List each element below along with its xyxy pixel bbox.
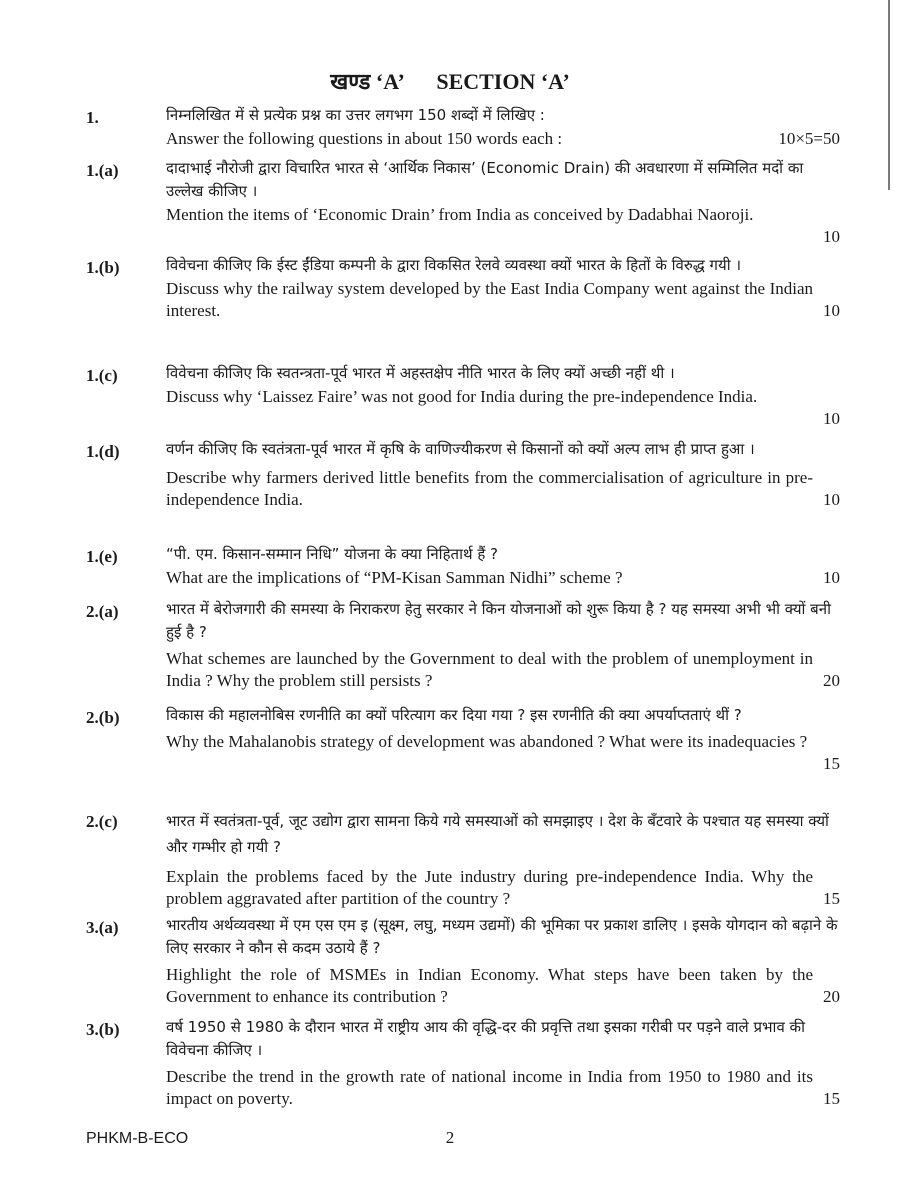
- question-text-english: Highlight the role of MSMEs in Indian Economy. What steps have been taken by the Government to enhance its contribution ?: [166, 965, 813, 1006]
- question-2c: [86, 808, 840, 910]
- question-marks: 10: [823, 301, 840, 320]
- question-number: 3.(a): [86, 918, 119, 937]
- question-marks: 10: [823, 409, 840, 428]
- question-text-hindi: वर्णन कीजिए कि स्वतंत्रता-पूर्व भारत में कृषि के वाणिज्यीकरण से किसानों को क्यों अल्प लाभ ही प्राप्त हुआ ।: [166, 440, 755, 458]
- question-1: [86, 104, 840, 150]
- question-1a: [86, 157, 840, 248]
- question-text-hindi: “पी. एम. किसान-सम्मान निधि” योजना के क्या निहितार्थ हैं ?: [166, 545, 499, 563]
- question-text-english: What are the implications of “PM-Kisan Samman Nidhi” scheme ?: [166, 568, 623, 587]
- question-1e: [86, 543, 840, 589]
- question-text-hindi: निम्नलिखित में से प्रत्येक प्रश्न का उत्तर लगभग 150 शब्दों में लिखिए :: [166, 106, 545, 124]
- question-text-hindi: विवेचना कीजिए कि स्वतन्त्रता-पूर्व भारत में अहस्तक्षेप नीति भारत के लिए क्यों अच्छी नहीं थी ।: [166, 364, 675, 382]
- question-marks: 10: [823, 568, 840, 587]
- question-text-english: Discuss why the railway system developed by the East India Company went against the Indian interest.: [166, 279, 813, 320]
- question-text-hindi: विकास की महालनोबिस रणनीति का क्यों परित्याग कर दिया गया ? इस रणनीति की क्या अपर्याप्तताएं थीं ?: [166, 706, 742, 724]
- question-marks: 10: [823, 227, 840, 246]
- question-3b: [86, 1016, 840, 1110]
- question-text-english: Why the Mahalanobis strategy of development was abandoned ? What were its inadequacies ?: [166, 732, 808, 751]
- question-number: 1.(e): [86, 547, 118, 566]
- question-number: 1.(b): [86, 258, 120, 277]
- question-text-english: What schemes are launched by the Government to deal with the problem of unemployment in India ? Why the problem still persists ?: [166, 649, 813, 690]
- question-marks: 15: [823, 754, 840, 773]
- question-text-english: Describe why farmers derived little benefits from the commercialisation of agriculture in pre-independence India.: [166, 468, 813, 509]
- question-number: 1.(a): [86, 161, 119, 180]
- section-header: [0, 66, 900, 96]
- question-marks: 20: [823, 671, 840, 690]
- question-number: 1.: [86, 108, 99, 127]
- question-1d: [86, 438, 840, 511]
- section-title-hindi: खण्ड ‘A’: [330, 69, 405, 94]
- question-text-hindi: भारत में स्वतंत्रता-पूर्व, जूट उद्योग द्वारा सामना किये गये समस्याओं को समझाइए । देश के बँटवारे के पश्चात यह समस्या क्यों और गम्भीर हो गयी ?: [166, 812, 829, 856]
- question-text-english: Mention the items of ‘Economic Drain’ from India as conceived by Dadabhai Naoroji.: [166, 205, 754, 224]
- question-text-hindi: भारत में बेरोजगारी की समस्या के निराकरण हेतु सरकार ने किन योजनाओं को शुरू किया है ? यह समस्या अभी भी क्यों बनी हुई है ?: [166, 600, 831, 641]
- question-3a: [86, 914, 840, 1008]
- question-text-english: Answer the following questions in about 150 words each :: [166, 129, 563, 148]
- question-text-hindi: वर्ष 1950 से 1980 के दौरान भारत में राष्ट्रीय आय की वृद्धि-दर की प्रवृत्ति तथा इसका गरीबी पर पड़ने वाले प्रभाव की विवेचना कीजिए ।: [166, 1018, 805, 1059]
- paper-code: PHKM-B-ECO: [86, 1130, 189, 1147]
- question-text-english: Describe the trend in the growth rate of national income in India from 1950 to 1980 and its impact on poverty.: [166, 1067, 813, 1108]
- question-2a: [86, 598, 840, 692]
- question-marks: 10×5=50: [778, 129, 840, 148]
- question-marks: 15: [823, 889, 840, 908]
- question-text-hindi: दादाभाई नौरोजी द्वारा विचारित भारत से ‘आर्थिक निकास’ (Economic Drain) की अवधारणा में सम्मिलित मदों का उल्लेख कीजिए ।: [166, 159, 804, 200]
- question-marks: 20: [823, 987, 840, 1006]
- page-number: 2: [445, 1128, 455, 1147]
- section-title-english: SECTION ‘A’: [436, 69, 570, 94]
- question-number: 1.(c): [86, 366, 118, 385]
- question-1b: [86, 254, 840, 322]
- question-number: 2.(b): [86, 708, 120, 727]
- question-number: 1.(d): [86, 442, 120, 461]
- question-marks: 10: [823, 490, 840, 509]
- question-number: 3.(b): [86, 1020, 120, 1039]
- question-text-english: Discuss why ‘Laissez Faire’ was not good for India during the pre-independence India.: [166, 387, 758, 406]
- question-text-english: Explain the problems faced by the Jute industry during pre-independence India. Why the problem aggravated after partition of the country ?: [166, 867, 813, 908]
- question-2b: [86, 704, 840, 775]
- question-number: 2.(c): [86, 812, 118, 831]
- question-number: 2.(a): [86, 602, 119, 621]
- question-text-hindi: विवेचना कीजिए कि ईस्ट ईंडिया कम्पनी के द्वारा विकसित रेलवे व्यवस्था क्यों भारत के हितों के विरुद्ध गयी ।: [166, 256, 742, 274]
- question-1c: [86, 362, 840, 430]
- question-marks: 15: [823, 1089, 840, 1108]
- question-text-hindi: भारतीय अर्थव्यवस्था में एम एस एम इ (सूक्ष्म, लघु, मध्यम उद्यमों) की भूमिका पर प्रकाश डालिए । इसके योगदान को बढ़ाने के लिए सरकार ने कौन से कदम उठाये हैं ?: [166, 916, 838, 957]
